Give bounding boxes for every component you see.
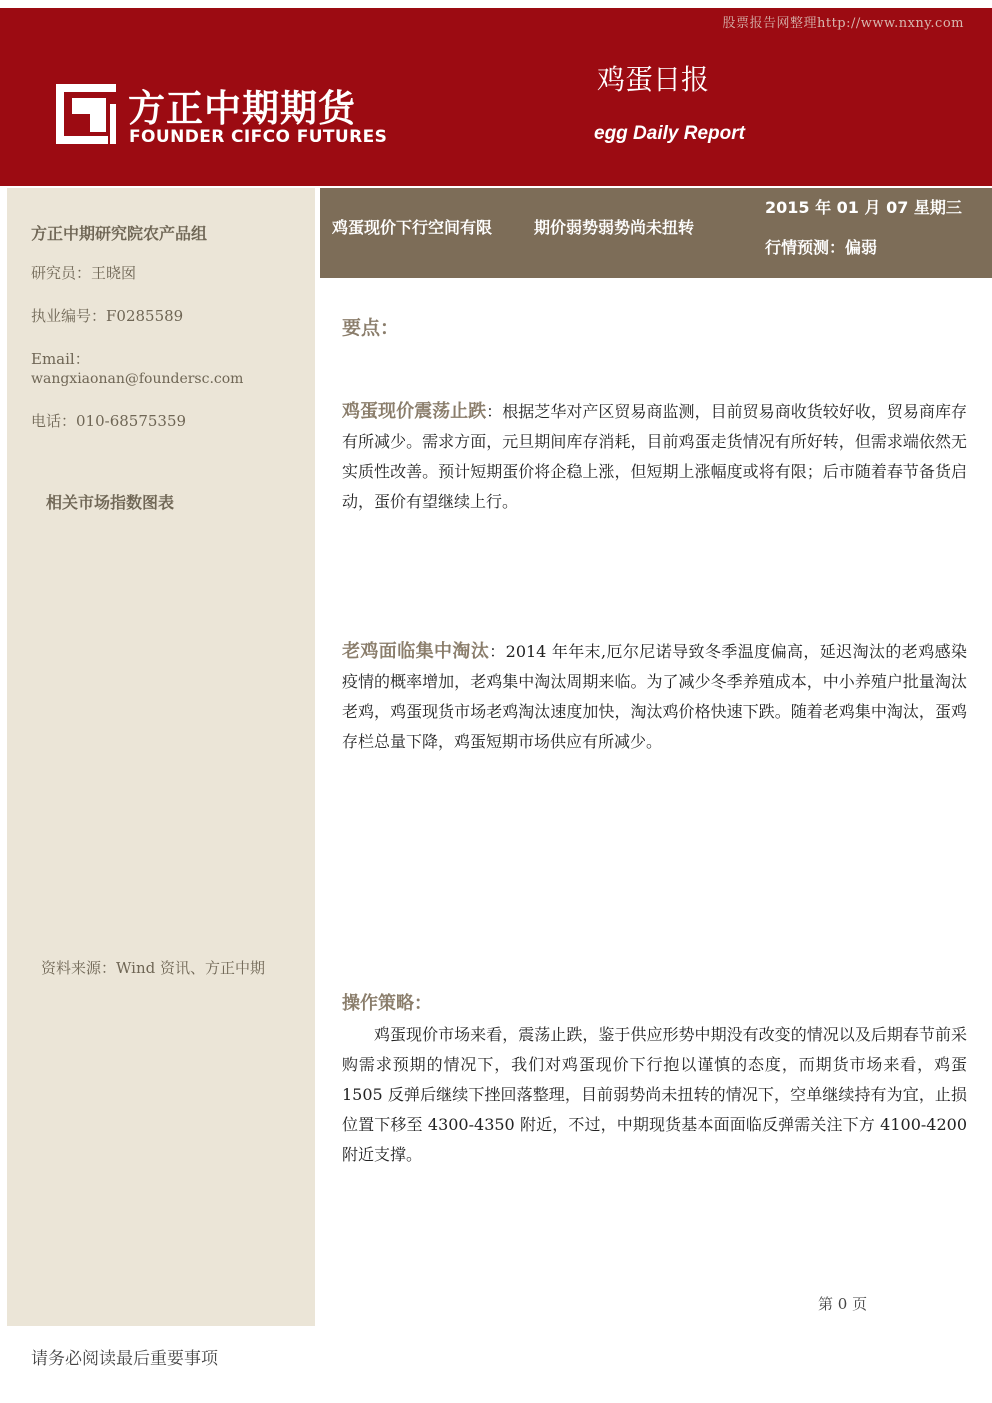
section-old-hens — [342, 637, 967, 757]
strategy-heading: 操作策略： — [342, 993, 432, 1014]
phone-number: 电话：010-68575359 — [31, 412, 187, 430]
watermark-text: 股票报告网整理http://www.nxny.com — [722, 16, 964, 31]
logo-chinese-name: 方正中期期货 — [128, 87, 356, 130]
section-spot-lead: 鸡蛋现价震荡止跌 — [342, 401, 487, 422]
data-source: 资料来源：Wind 资讯、方正中期 — [41, 959, 265, 977]
section-hens-body: ：2014 年年末,厄尔尼诺导致冬季温度偏高，延迟淘汰的老鸡感染疫情的概率增加，老鸡集中淘汰周期来临。为了减少冬季养殖成本，中小养殖户批量淘汰老鸡，鸡蛋现货市场老鸡淘汰速度加快，淘汰鸡价格快速下跌。随着老鸡集中淘汰，蛋鸡存栏总量下降，鸡蛋短期市场供应有所减少。 — [342, 642, 967, 751]
email-address[interactable]: wangxiaonan@foundersc.com — [31, 371, 244, 387]
founder-logo-icon — [56, 84, 116, 144]
footer-notice: 请务必阅读最后重要事项 — [31, 1349, 218, 1369]
license-number: 执业编号：F0285589 — [31, 307, 184, 325]
section-hens-lead: 老鸡面临集中淘汰 — [342, 641, 490, 662]
key-points-heading: 要点： — [342, 317, 400, 339]
headline-futures: 期价弱势弱势尚未扭转 — [534, 218, 695, 237]
report-title: 鸡蛋日报 — [597, 63, 710, 96]
email-label: Email： — [31, 350, 90, 368]
report-subtitle: egg Daily Report — [594, 123, 745, 144]
headline-spot: 鸡蛋现价下行空间有限 — [332, 218, 493, 237]
strategy-body: 鸡蛋现价市场来看，震荡止跌，鉴于供应形势中期没有改变的情况以及后期春节前采购需求预期的情况下，我们对鸡蛋现价下行抱以谨慎的态度，而期货市场来看，鸡蛋 1505 反弹后继续下挫回落整理，目前弱势尚未扭转的情况下，空单继续持有为宜，止损位置下移至 4300-4350 附近，不过，中期现货基本面面临反弹需关注下方 4100-4200 附近支撑。 — [342, 1025, 967, 1164]
report-date: 2015 年 01 月 07 星期三 — [765, 198, 962, 217]
market-forecast: 行情预测：偏弱 — [765, 238, 878, 257]
section-spot-body: ：根据芝华对产区贸易商监测，目前贸易商收货较好收，贸易商库存有所减少。需求方面，元旦期间库存消耗，目前鸡蛋走货情况有所好转，但需求端依然无实质性改善。预计短期蛋价将企稳上涨，但短期上涨幅度或将有限；后市随着春节备货启动，蛋价有望继续上行。 — [342, 402, 967, 511]
logo-english-name: FOUNDER CIFCO FUTURES — [129, 127, 388, 147]
researcher-name: 研究员：王晓囡 — [31, 264, 137, 282]
section-spot-price — [342, 397, 967, 517]
research-group: 方正中期研究院农产品组 — [31, 224, 208, 243]
charts-heading: 相关市场指数图表 — [46, 493, 175, 512]
page-number: 第 0 页 — [818, 1295, 868, 1313]
